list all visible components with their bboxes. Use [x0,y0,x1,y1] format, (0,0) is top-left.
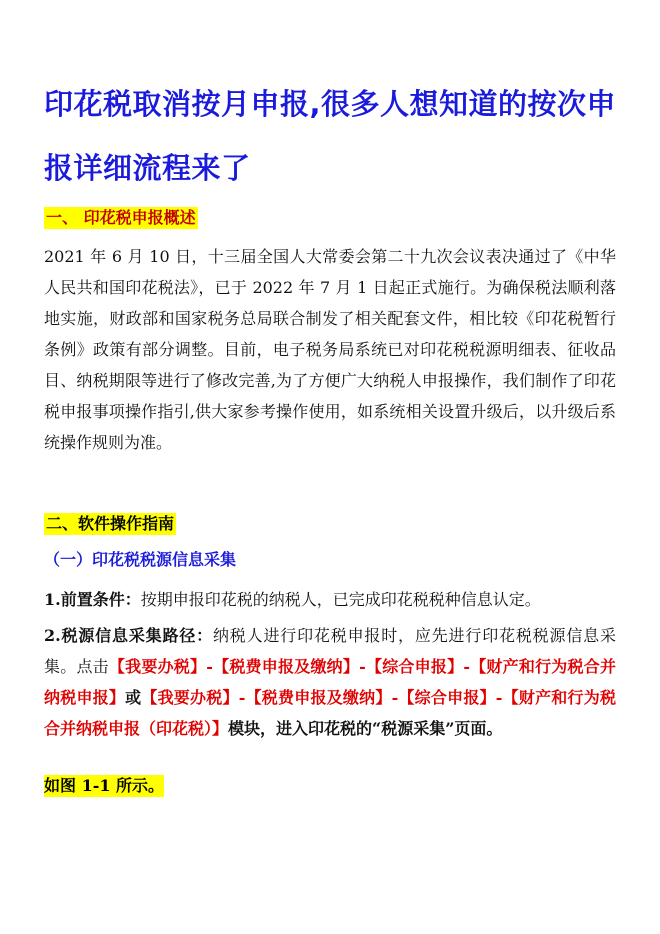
menu-path-1: 【我要办税】-【税费申报及缴纳】-【综合申报】-【财产和行为税合并纳税申报】 [44,657,616,707]
section-1-heading: 一、 印花税申报概述 [46,208,196,227]
section-1-paragraph: 2021 年 6 月 10 日，十三届全国人大常委会第二十九次会议表决通过了《中华人民共和国印花税法》，已于 2022 年 7 月 1 日起正式施行。为确保税法顺利落地实施，财政部和国家税务总局联合制发了相关配套文件，相比较《印花税暂行条例》政策有部分调整。目前，电子税务局系统已对印花税税源明细表、征收品目、纳税期限等进行了修改完善,为了方便广大纳税人申报操作，我们制作了印花税申报事项操作指引,供大家参考操作使用，如系统相关设置升级后，以升级后系统操作规则为准。 [44,247,616,452]
page-title: 印花税取消按月申报,很多人想知道的按次申报详细流程来了 [44,87,617,185]
item-2 [44,620,616,744]
item-1-label: 1.前置条件： [44,590,141,609]
menu-path-2: 【我要办税】-【税费申报及缴纳】-【综合申报】-【财产和行为税合并纳税申报（印花税）】 [44,688,616,738]
section-2-heading: 二、软件操作指南 [46,514,175,533]
item-2-text-c-module: 模块，进入印花税的“税源采集”页面。 [228,719,503,738]
subsection-heading: （一）印花税税源信息采集 [44,550,237,569]
item-1-text: 按期申报印花税的纳税人，已完成印花税税种信息认定。 [140,590,541,609]
item-2-label: 2.税源信息采集路径： [44,626,213,645]
item-2-text-a: 纳税人进行印花税申报时，应先进行印花税税源信息采集。点击 [44,626,616,676]
item-2-text-b: 或 [125,688,142,707]
item-1 [44,584,616,615]
figure-reference: 如图 1-1 所示。 [44,776,165,795]
